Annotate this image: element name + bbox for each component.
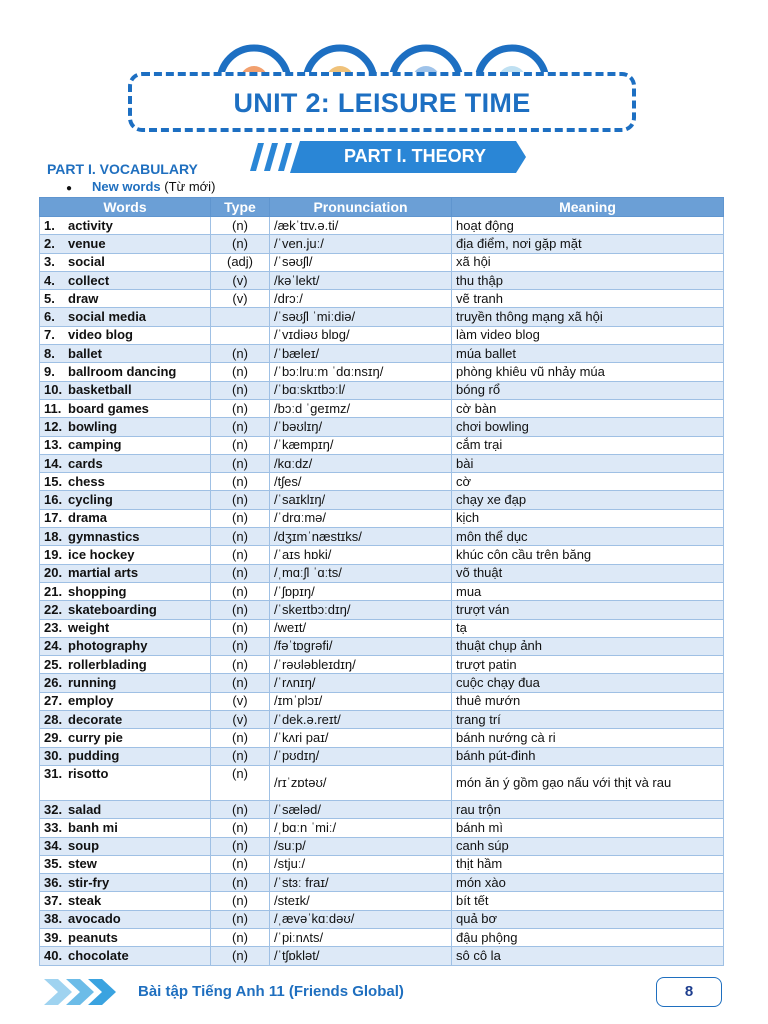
table-row — [40, 765, 724, 800]
type-cell: (v) — [211, 692, 270, 710]
meaning-cell: thuật chụp ảnh — [452, 637, 724, 655]
word-cell — [40, 509, 211, 527]
type-cell: (n) — [211, 601, 270, 619]
pronunciation-cell: /ˈpiːnʌts/ — [270, 928, 452, 946]
pronunciation-cell: /suːp/ — [270, 837, 452, 855]
type-cell: (n) — [211, 564, 270, 582]
table-row — [40, 308, 724, 326]
meaning-cell: trượt patin — [452, 656, 724, 674]
word-number: 36. — [44, 874, 63, 890]
word-cell — [40, 910, 211, 928]
new-words-translation: (Từ mới) — [160, 179, 216, 194]
meaning-cell: món xào — [452, 874, 724, 892]
table-row — [40, 326, 724, 344]
word-cell — [40, 692, 211, 710]
new-words-bullet — [66, 179, 215, 194]
header-type: Type — [211, 198, 270, 217]
table-row — [40, 674, 724, 692]
word-cell — [40, 747, 211, 765]
word-text: social media — [68, 309, 147, 325]
word-text: draw — [68, 290, 99, 306]
meaning-cell: chạy xe đạp — [452, 491, 724, 509]
word-text: skateboarding — [68, 601, 157, 617]
word-text: stew — [68, 856, 97, 872]
word-cell — [40, 217, 211, 235]
word-number: 10. — [44, 382, 63, 398]
pronunciation-cell: /ˈrəʊləbleɪdɪŋ/ — [270, 656, 452, 674]
meaning-cell: thịt hầm — [452, 855, 724, 873]
type-cell: (n) — [211, 947, 270, 965]
type-cell: (adj) — [211, 253, 270, 271]
word-cell — [40, 637, 211, 655]
pronunciation-cell: /kɑːdz/ — [270, 454, 452, 472]
meaning-cell: kịch — [452, 509, 724, 527]
word-text: rollerblading — [68, 656, 147, 672]
type-cell: (n) — [211, 363, 270, 381]
type-cell: (n) — [211, 874, 270, 892]
word-text: cycling — [68, 492, 113, 508]
table-row — [40, 253, 724, 271]
word-cell — [40, 582, 211, 600]
word-text: ballroom dancing — [68, 364, 177, 380]
meaning-cell: múa ballet — [452, 345, 724, 363]
pronunciation-cell: /dʒɪmˈnæstɪks/ — [270, 528, 452, 546]
table-row — [40, 747, 724, 765]
word-number: 16. — [44, 492, 63, 508]
pronunciation-cell: /ˈbɔːlruːm ˈdɑːnsɪŋ/ — [270, 363, 452, 381]
word-cell — [40, 729, 211, 747]
word-number: 5. — [44, 290, 55, 306]
meaning-cell: thu thập — [452, 271, 724, 289]
word-number: 15. — [44, 473, 63, 489]
table-row — [40, 910, 724, 928]
table-row — [40, 800, 724, 818]
meaning-cell: thuê mướn — [452, 692, 724, 710]
meaning-cell: chơi bowling — [452, 418, 724, 436]
pronunciation-cell: /stjuː/ — [270, 855, 452, 873]
word-text: collect — [68, 272, 110, 288]
table-row — [40, 619, 724, 637]
word-number: 3. — [44, 254, 55, 270]
pronunciation-cell: /ˌbɑːn ˈmiː/ — [270, 819, 452, 837]
meaning-cell: món ăn ý gồm gạo nấu với thịt và rau — [452, 765, 724, 800]
section-title: PART I. VOCABULARY — [47, 161, 198, 177]
meaning-cell: canh súp — [452, 837, 724, 855]
word-text: steak — [68, 893, 102, 909]
meaning-cell: làm video blog — [452, 326, 724, 344]
type-cell — [211, 326, 270, 344]
word-cell — [40, 473, 211, 491]
table-row — [40, 509, 724, 527]
pronunciation-cell: /kəˈlekt/ — [270, 271, 452, 289]
word-text: salad — [68, 801, 102, 817]
pronunciation-cell: /tʃes/ — [270, 473, 452, 491]
table-row — [40, 217, 724, 235]
word-text: stir-fry — [68, 874, 110, 890]
word-cell — [40, 235, 211, 253]
word-text: running — [68, 675, 117, 691]
pronunciation-cell: /ˈsæləd/ — [270, 800, 452, 818]
meaning-cell: cờ bàn — [452, 399, 724, 417]
word-text: risotto — [68, 765, 109, 781]
word-number: 30. — [44, 748, 63, 764]
type-cell: (n) — [211, 509, 270, 527]
pronunciation-cell: /ˈbæleɪ/ — [270, 345, 452, 363]
word-cell — [40, 381, 211, 399]
unit-title-box — [128, 72, 636, 132]
word-number: 35. — [44, 856, 63, 872]
part-banner-label: PART I. THEORY — [344, 146, 487, 166]
word-text: photography — [68, 638, 148, 654]
table-row — [40, 454, 724, 472]
pronunciation-cell: /ˈdek.ə.reɪt/ — [270, 711, 452, 729]
word-number: 24. — [44, 638, 63, 654]
type-cell: (n) — [211, 381, 270, 399]
word-number: 26. — [44, 675, 63, 691]
word-number: 23. — [44, 620, 63, 636]
table-row — [40, 892, 724, 910]
table-header-row — [40, 198, 724, 217]
word-number: 12. — [44, 418, 63, 434]
word-number: 29. — [44, 729, 63, 745]
pronunciation-cell: /ˈven.juː/ — [270, 235, 452, 253]
word-text: camping — [68, 437, 122, 453]
table-row — [40, 473, 724, 491]
pronunciation-cell: /ɪmˈplɔɪ/ — [270, 692, 452, 710]
word-text: pudding — [68, 748, 120, 764]
word-cell — [40, 947, 211, 965]
word-cell — [40, 619, 211, 637]
word-cell — [40, 454, 211, 472]
word-text: video blog — [68, 327, 133, 343]
table-row — [40, 637, 724, 655]
table-row — [40, 692, 724, 710]
word-cell — [40, 418, 211, 436]
word-cell — [40, 491, 211, 509]
pronunciation-cell: /rɪˈzɒtəʊ/ — [270, 765, 452, 800]
bullet-icon: ● — [66, 183, 73, 194]
word-number: 14. — [44, 455, 63, 471]
pronunciation-cell: /ˈpʊdɪŋ/ — [270, 747, 452, 765]
word-cell — [40, 837, 211, 855]
pronunciation-cell: /ˈdrɑːmə/ — [270, 509, 452, 527]
table-row — [40, 874, 724, 892]
meaning-cell: rau trộn — [452, 800, 724, 818]
word-cell — [40, 528, 211, 546]
word-number: 9. — [44, 364, 55, 380]
type-cell: (n) — [211, 656, 270, 674]
word-text: soup — [68, 838, 100, 854]
meaning-cell: xã hội — [452, 253, 724, 271]
word-number: 34. — [44, 838, 63, 854]
word-text: gymnastics — [68, 528, 140, 544]
meaning-cell: môn thể dục — [452, 528, 724, 546]
word-number: 31. — [44, 765, 63, 781]
meaning-cell: quả bơ — [452, 910, 724, 928]
vocabulary-table — [39, 197, 724, 966]
word-text: decorate — [68, 711, 123, 727]
word-number: 20. — [44, 565, 63, 581]
type-cell: (n) — [211, 454, 270, 472]
meaning-cell: sô cô la — [452, 947, 724, 965]
word-number: 33. — [44, 819, 63, 835]
word-text: chess — [68, 473, 105, 489]
chevron-arrows-icon — [44, 977, 120, 1007]
table-row — [40, 819, 724, 837]
header-meaning: Meaning — [452, 198, 724, 217]
type-cell: (n) — [211, 819, 270, 837]
type-cell: (v) — [211, 711, 270, 729]
table-row — [40, 729, 724, 747]
type-cell: (n) — [211, 747, 270, 765]
word-cell — [40, 363, 211, 381]
table-row — [40, 528, 724, 546]
word-number: 8. — [44, 345, 55, 361]
word-number: 17. — [44, 510, 63, 526]
type-cell: (n) — [211, 674, 270, 692]
pronunciation-cell: /ˈaɪs hɒki/ — [270, 546, 452, 564]
word-number: 39. — [44, 929, 63, 945]
type-cell — [211, 308, 270, 326]
pronunciation-cell: /ækˈtɪv.ə.ti/ — [270, 217, 452, 235]
type-cell: (n) — [211, 235, 270, 253]
word-text: bowling — [68, 418, 118, 434]
type-cell: (n) — [211, 765, 270, 800]
word-text: shopping — [68, 583, 127, 599]
table-row — [40, 564, 724, 582]
word-text: board games — [68, 400, 149, 416]
type-cell: (n) — [211, 399, 270, 417]
table-row — [40, 601, 724, 619]
word-number: 40. — [44, 947, 63, 963]
word-cell — [40, 546, 211, 564]
word-cell — [40, 892, 211, 910]
pronunciation-cell: /ˌmɑːʃl ˈɑːts/ — [270, 564, 452, 582]
word-number: 21. — [44, 583, 63, 599]
meaning-cell: cắm trại — [452, 436, 724, 454]
pronunciation-cell: /drɔː/ — [270, 290, 452, 308]
table-row — [40, 928, 724, 946]
table-row — [40, 235, 724, 253]
type-cell: (n) — [211, 892, 270, 910]
meaning-cell: tạ — [452, 619, 724, 637]
word-text: activity — [68, 217, 113, 233]
type-cell: (n) — [211, 928, 270, 946]
type-cell: (n) — [211, 418, 270, 436]
word-number: 22. — [44, 601, 63, 617]
word-text: ballet — [68, 345, 102, 361]
word-text: cards — [68, 455, 103, 471]
type-cell: (n) — [211, 436, 270, 454]
word-text: ice hockey — [68, 546, 135, 562]
word-cell — [40, 874, 211, 892]
type-cell: (n) — [211, 619, 270, 637]
type-cell: (v) — [211, 271, 270, 289]
meaning-cell: cờ — [452, 473, 724, 491]
word-text: avocado — [68, 911, 121, 927]
type-cell: (n) — [211, 837, 270, 855]
meaning-cell: trang trí — [452, 711, 724, 729]
pronunciation-cell: /ˌævəˈkɑːdəʊ/ — [270, 910, 452, 928]
table-row — [40, 837, 724, 855]
pronunciation-cell: /ˈbɑːskɪtbɔːl/ — [270, 381, 452, 399]
meaning-cell: võ thuật — [452, 564, 724, 582]
table-row — [40, 582, 724, 600]
word-number: 27. — [44, 693, 63, 709]
pronunciation-cell: /steɪk/ — [270, 892, 452, 910]
table-row — [40, 855, 724, 873]
type-cell: (n) — [211, 528, 270, 546]
word-cell — [40, 819, 211, 837]
pronunciation-cell: /ˈkʌri paɪ/ — [270, 729, 452, 747]
pronunciation-cell: /ˈbəʊlɪŋ/ — [270, 418, 452, 436]
table-row — [40, 711, 724, 729]
new-words-label: New words — [92, 179, 161, 194]
word-cell — [40, 436, 211, 454]
word-number: 37. — [44, 893, 63, 909]
unit-title: UNIT 2: LEISURE TIME — [233, 88, 531, 118]
pronunciation-cell: /ˈrʌnɪŋ/ — [270, 674, 452, 692]
word-number: 13. — [44, 437, 63, 453]
pronunciation-cell: /ˈsaɪklɪŋ/ — [270, 491, 452, 509]
meaning-cell: bánh pút-đinh — [452, 747, 724, 765]
table-row — [40, 436, 724, 454]
pronunciation-cell: /ˈsəʊʃl ˈmiːdiə/ — [270, 308, 452, 326]
word-text: venue — [68, 235, 106, 251]
word-text: drama — [68, 510, 108, 526]
word-number: 11. — [44, 400, 62, 416]
meaning-cell: hoạt động — [452, 217, 724, 235]
table-row — [40, 491, 724, 509]
table-row — [40, 271, 724, 289]
table-row — [40, 546, 724, 564]
header-pronunciation: Pronunciation — [270, 198, 452, 217]
word-cell — [40, 656, 211, 674]
word-text: peanuts — [68, 929, 118, 945]
type-cell: (n) — [211, 855, 270, 873]
type-cell: (n) — [211, 473, 270, 491]
word-number: 2. — [44, 235, 55, 251]
meaning-cell: khúc côn cầu trên băng — [452, 546, 724, 564]
meaning-cell: bóng rổ — [452, 381, 724, 399]
word-text: social — [68, 254, 105, 270]
word-text: basketball — [68, 382, 132, 398]
pronunciation-cell: /ˈskeɪtbɔːdɪŋ/ — [270, 601, 452, 619]
word-cell — [40, 271, 211, 289]
word-cell — [40, 601, 211, 619]
word-cell — [40, 800, 211, 818]
type-cell: (n) — [211, 637, 270, 655]
word-cell — [40, 765, 211, 800]
meaning-cell: đậu phộng — [452, 928, 724, 946]
word-cell — [40, 564, 211, 582]
meaning-cell: bánh mì — [452, 819, 724, 837]
meaning-cell: bít tết — [452, 892, 724, 910]
word-cell — [40, 290, 211, 308]
word-text: chocolate — [68, 947, 129, 963]
word-number: 18. — [44, 528, 63, 544]
word-cell — [40, 399, 211, 417]
word-cell — [40, 345, 211, 363]
word-text: banh mi — [68, 819, 118, 835]
type-cell: (n) — [211, 345, 270, 363]
word-number: 28. — [44, 711, 63, 727]
header-words: Words — [40, 198, 211, 217]
pronunciation-cell: /ˈtʃɒklət/ — [270, 947, 452, 965]
table-row — [40, 381, 724, 399]
word-cell — [40, 855, 211, 873]
pronunciation-cell: /fəˈtɒɡrəfi/ — [270, 637, 452, 655]
word-number: 6. — [44, 309, 55, 325]
type-cell: (n) — [211, 491, 270, 509]
page-number: 8 — [656, 977, 722, 1007]
type-cell: (n) — [211, 546, 270, 564]
table-row — [40, 399, 724, 417]
meaning-cell: bài — [452, 454, 724, 472]
word-cell — [40, 308, 211, 326]
word-cell — [40, 928, 211, 946]
word-cell — [40, 711, 211, 729]
pronunciation-cell: /ˈvɪdiəʊ blɒɡ/ — [270, 326, 452, 344]
word-text: martial arts — [68, 565, 139, 581]
type-cell: (n) — [211, 910, 270, 928]
table-row — [40, 947, 724, 965]
word-number: 25. — [44, 656, 63, 672]
table-row — [40, 345, 724, 363]
meaning-cell: truyền thông mạng xã hội — [452, 308, 724, 326]
word-number: 7. — [44, 327, 55, 343]
meaning-cell: vẽ tranh — [452, 290, 724, 308]
meaning-cell: trượt ván — [452, 601, 724, 619]
table-row — [40, 656, 724, 674]
word-text: weight — [68, 620, 110, 636]
meaning-cell: bánh nướng cà ri — [452, 729, 724, 747]
type-cell: (n) — [211, 800, 270, 818]
pronunciation-cell: /ˈkæmpɪŋ/ — [270, 436, 452, 454]
word-text: employ — [68, 693, 114, 709]
pronunciation-cell: /bɔːd ˈɡeɪmz/ — [270, 399, 452, 417]
word-cell — [40, 326, 211, 344]
type-cell: (v) — [211, 290, 270, 308]
word-number: 38. — [44, 911, 63, 927]
pronunciation-cell: /weɪt/ — [270, 619, 452, 637]
table-row — [40, 363, 724, 381]
pronunciation-cell: /ˈʃɒpɪŋ/ — [270, 582, 452, 600]
meaning-cell: địa điểm, nơi gặp mặt — [452, 235, 724, 253]
meaning-cell: mua — [452, 582, 724, 600]
word-cell — [40, 674, 211, 692]
table-row — [40, 290, 724, 308]
word-number: 32. — [44, 801, 63, 817]
word-text: curry pie — [68, 729, 123, 745]
pronunciation-cell: /ˈsəʊʃl/ — [270, 253, 452, 271]
word-number: 19. — [44, 546, 63, 562]
pronunciation-cell: /ˈstɜː fraɪ/ — [270, 874, 452, 892]
word-number: 1. — [44, 217, 55, 233]
meaning-cell: cuộc chạy đua — [452, 674, 724, 692]
vocabulary-rows — [40, 217, 724, 966]
type-cell: (n) — [211, 217, 270, 235]
word-number: 4. — [44, 272, 55, 288]
table-row — [40, 418, 724, 436]
book-title: Bài tập Tiếng Anh 11 (Friends Global) — [138, 983, 404, 1000]
meaning-cell: phòng khiêu vũ nhảy múa — [452, 363, 724, 381]
word-cell — [40, 253, 211, 271]
type-cell: (n) — [211, 729, 270, 747]
type-cell: (n) — [211, 582, 270, 600]
